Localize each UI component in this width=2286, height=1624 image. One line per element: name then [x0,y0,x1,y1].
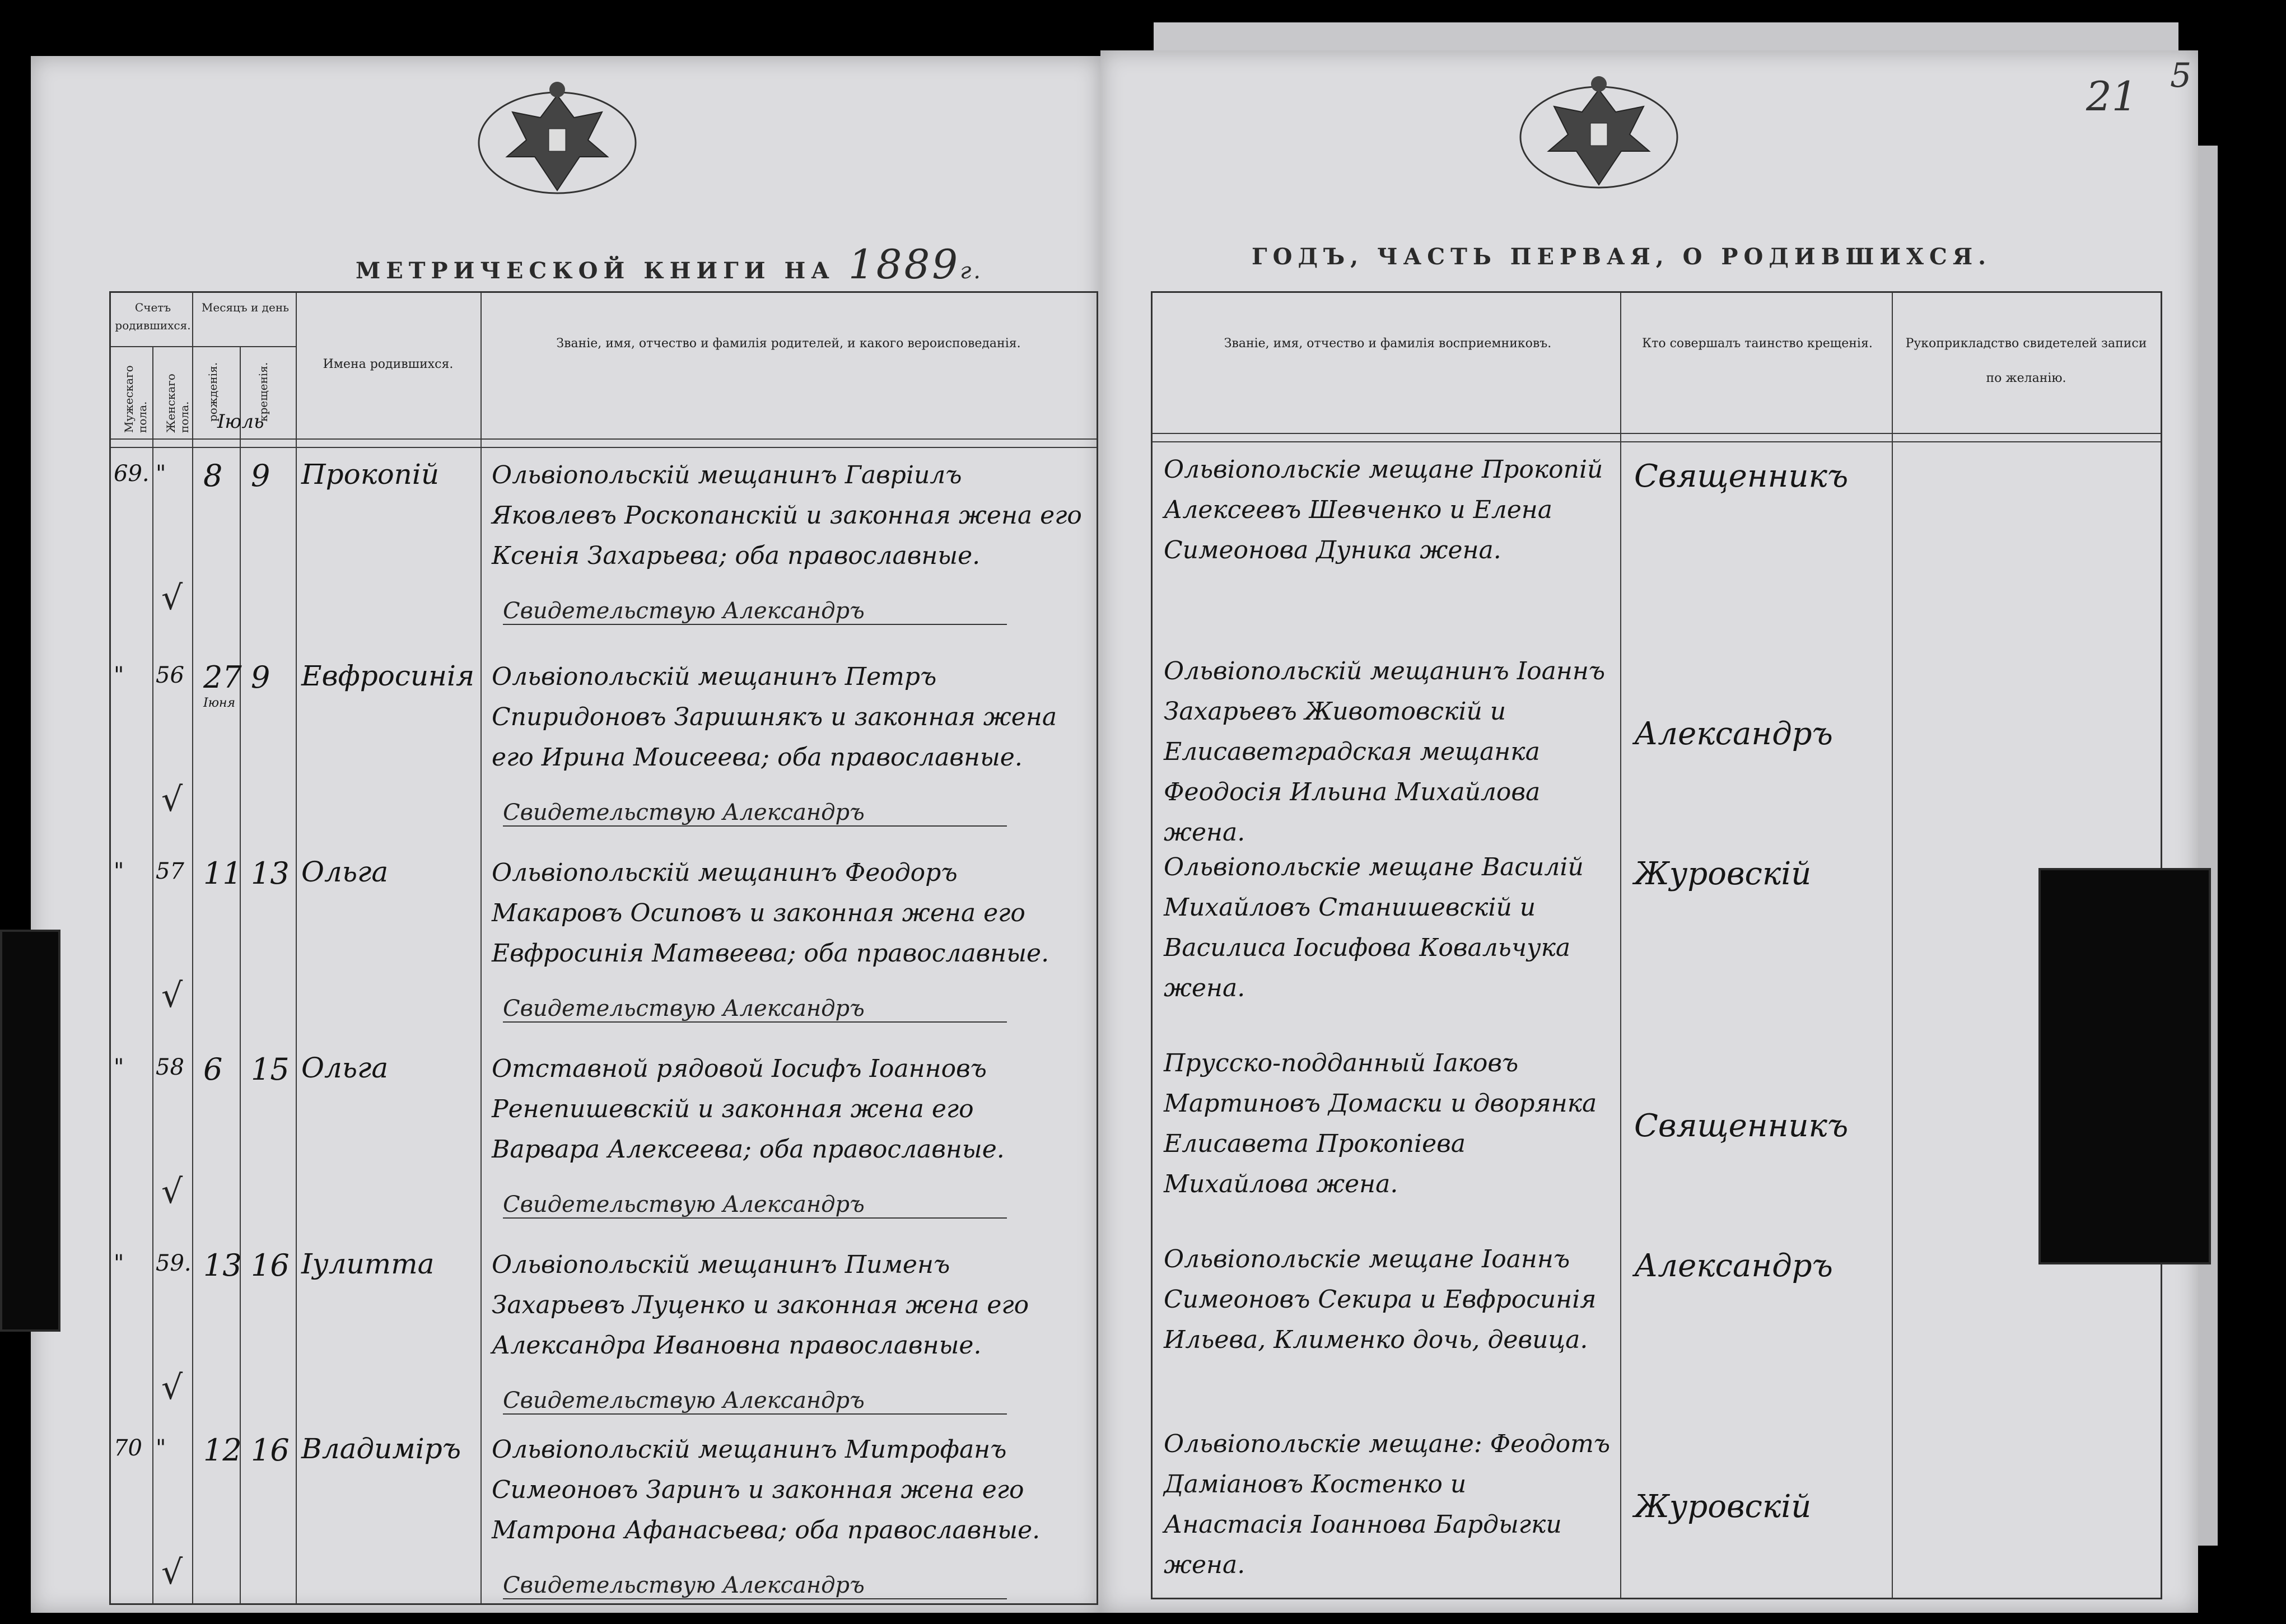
year-suffix: г. [960,258,983,284]
parents-signature: Свидетельствую Александръ [503,598,1007,625]
col-priest-header: Кто совершалъ таинство крещенія. [1642,337,1873,351]
col-divider [296,293,297,1603]
child-name: Ольга [301,856,389,888]
col-birth-header: рожденія. [206,362,220,422]
check-mark: √ [161,1553,183,1592]
col-female-header: Женскаго пола. [164,374,191,433]
male-number: 70 [114,1435,142,1461]
col-witnesses-header: Рукоприкладство свидетелей записи по желанію. [1905,337,2147,385]
male-number: " [114,858,124,884]
header-row-bottom [111,447,1097,448]
left-title: МЕТРИЧЕСКОЙ КНИГИ НА [356,258,835,284]
right-title: ГОДЪ, ЧАСТЬ ПЕРВАЯ, О РОДИВШИХСЯ. [1252,244,1992,270]
check-mark: √ [161,976,183,1015]
birth-day: 27 [203,660,242,695]
col-names-header: Имена родившихся. [323,357,454,371]
check-mark: √ [161,1172,183,1211]
header-row-divider [1153,433,2161,434]
priest-name: Александръ [1634,716,1833,752]
priest-name: Священникъ [1634,1108,1849,1144]
birth-day: 12 [203,1432,242,1468]
baptism-day: 13 [251,856,290,891]
right-table [1151,291,2162,1599]
col-divider [480,293,482,1603]
baptism-day: 9 [251,458,270,493]
child-name: Іулитта [301,1248,435,1280]
godparents-text: Ольвіопольскіе мещане: Феодотъ Даміановъ Костенко и Анастасія Іоаннова Бардыгки жена. [1164,1430,1611,1579]
col-month-day-header: Месяцъ и день [201,301,290,314]
birth-month: Іюня [203,696,236,710]
child-name: Евфросинія [301,660,475,692]
priest-name: Журовскій [1634,856,1812,892]
child-name: Прокопій [301,458,440,491]
parents-text: Ольвіопольскій мещанинъ Гавріилъ Яковлевъ Роскопанскій и законная жена его Ксенія Захарьева; оба православные. [492,461,1082,570]
right-page [1100,50,2198,1613]
male-number: " [114,662,124,688]
godparents-text: Ольвіопольскіе мещане Іоаннъ Симеоновъ Секира и Евфросинія Ильева, Клименко дочь, девица. [1164,1245,1597,1354]
female-number: " [156,1435,166,1461]
parents-signature: Свидетельствую Александръ [503,1192,1007,1219]
male-number: " [114,1054,124,1080]
baptism-day: 9 [251,660,270,695]
col-godparents-header: Званіе, имя, отчество и фамилія восприемниковъ. [1224,337,1552,351]
parents-signature: Свидетельствую Александръ [503,1572,1007,1599]
left-table [109,291,1098,1605]
imperial-eagle-crest-left [473,73,641,213]
priest-name: Александръ [1634,1248,1833,1284]
female-number: " [156,461,166,487]
child-name: Владиміръ [301,1432,461,1465]
parents-signature: Свидетельствую Александръ [503,1388,1007,1415]
birth-day: 8 [203,458,223,493]
header-row-bottom [1153,441,2161,442]
priest-name: Священникъ [1634,458,1849,494]
male-number: 69. [114,461,150,487]
imperial-eagle-crest-right [1515,67,1683,207]
parents-text: Ольвіопольскій мещанинъ Митрофанъ Симеоновъ Заринъ и законная жена его Матрона Афанасьева; оба православные. [492,1435,1041,1544]
col-divider [1620,293,1621,1598]
godparents-text: Ольвіопольскіе мещане Прокопій Алексеевъ Шевченко и Елена Симеонова Дуника жена. [1164,455,1603,564]
header-row-divider [111,438,1097,440]
godparents-text: Прусско-подданный Іаковъ Мартиновъ Домаски и дворянка Елисавета Прокопіева Михайлова жена. [1164,1049,1597,1198]
parents-text: Ольвіопольскій мещанинъ Феодоръ Макаровъ Осиповъ и законная жена его Евфросинія Матвеева; оба православные. [492,858,1049,968]
child-name: Ольга [301,1052,389,1084]
godparents-text: Ольвіопольскіе мещане Василій Михайловъ Станишевскій и Василиса Іосифова Ковальчука жена. [1164,853,1584,1002]
col-divider [152,346,153,1603]
check-mark: √ [161,1368,183,1407]
col-parents-header: Званіе, имя, отчество и фамилія родителей, и какого вероисповеданія. [556,337,1021,351]
birth-day: 6 [203,1052,223,1087]
baptism-day: 16 [251,1432,290,1468]
left-header [356,241,983,288]
baptism-day: 15 [251,1052,290,1087]
col-male-header: Мужескаго пола. [122,365,149,433]
female-number: 57 [156,858,184,884]
col-divider [1892,293,1893,1598]
right-edge-tab [2038,868,2211,1264]
parents-text: Ольвіопольскій мещанинъ Петръ Спиридоновъ Заришнякъ и законная жена его Ирина Моисеева; оба православные. [492,662,1057,772]
folio-number: 21 [2086,73,2138,120]
parents-text: Отставной рядовой Іосифъ Іоанновъ Ренепишевскій и законная жена его Варвара Алексеева; оба православные. [492,1054,1005,1164]
parents-signature: Свидетельствую Александръ [503,800,1007,827]
year: 1889 [848,241,960,288]
header-row-divider [111,346,296,347]
baptism-day: 16 [251,1248,290,1283]
parents-signature: Свидетельствую Александръ [503,996,1007,1023]
godparents-text: Ольвіопольскій мещанинъ Іоаннъ Захарьевъ Животовскій и Елисаветградская мещанка Феодосія Ильина Михайлова жена. [1164,657,1606,847]
birth-day: 13 [203,1248,242,1283]
male-number: " [114,1250,124,1276]
female-number: 59. [156,1250,192,1276]
month-written: Іюль [217,410,264,433]
female-number: 58 [156,1054,184,1080]
parents-text: Ольвіопольскій мещанинъ Пименъ Захарьевъ Луценко и законная жена его Александра Ивановна православные. [492,1250,1029,1360]
col-divider [240,346,241,1603]
col-baptism-header: крещенія. [256,362,270,422]
corner-mark: 5 [2170,56,2192,95]
check-mark: √ [161,578,183,618]
left-edge-tab [0,930,60,1332]
left-page [31,56,1100,1613]
check-mark: √ [161,780,183,819]
col-count-header: Счетъ родившихся. [115,301,191,332]
female-number: 56 [156,662,184,688]
col-divider [192,293,193,1603]
birth-day: 11 [203,856,242,891]
priest-name: Журовскій [1634,1488,1812,1525]
